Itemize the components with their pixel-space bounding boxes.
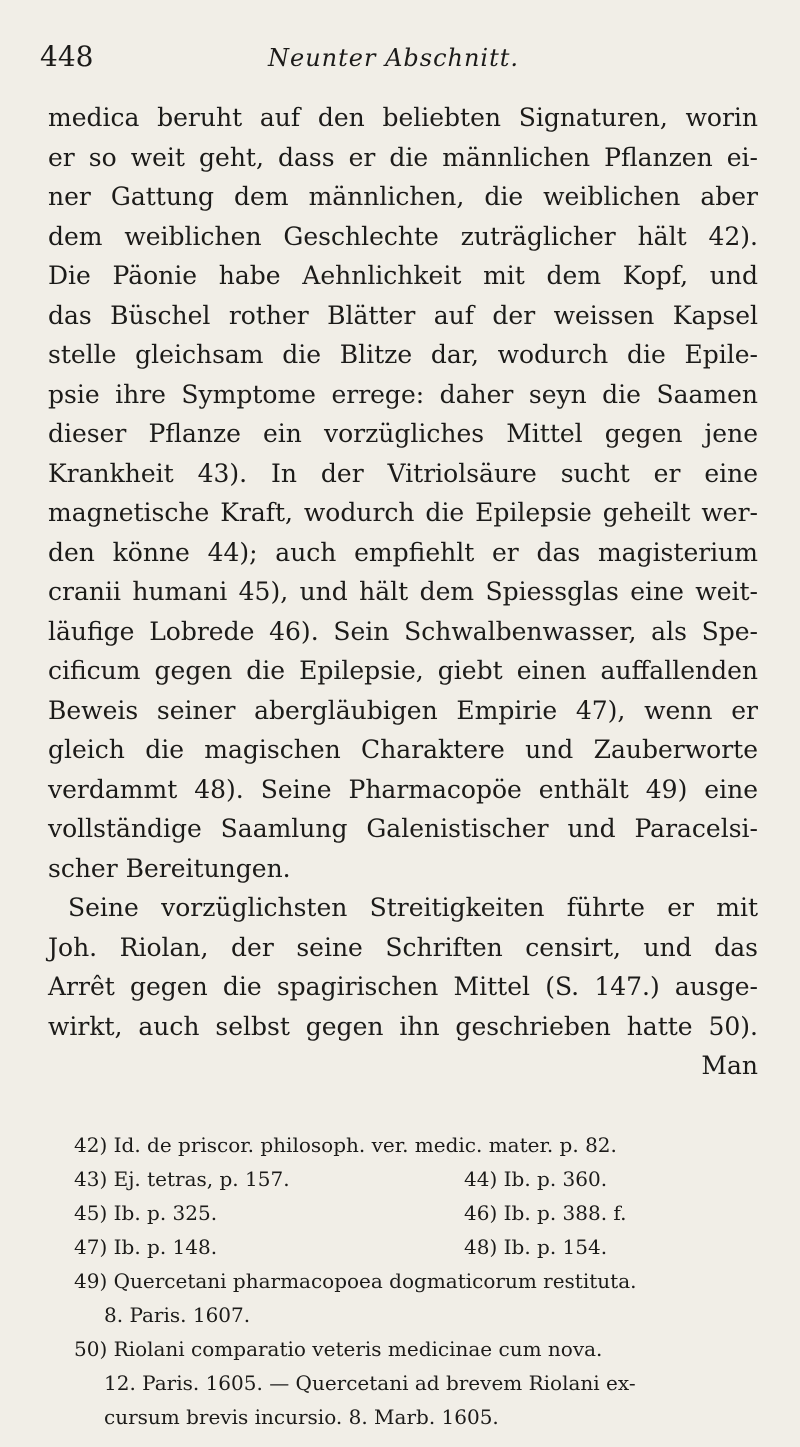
text-line: magnetische Kraft, wodurch die Epilepsie geheilt wer- (48, 498, 758, 527)
footnote (74, 1128, 764, 1162)
text-line: Joh. Riolan, der seine Schriften censirt, und das (48, 932, 758, 962)
footnote-47: 47) Ib. p. 148. (74, 1235, 218, 1259)
text-line: dieser Pflanze ein vorzügliches Mittel gegen jene (48, 419, 758, 448)
catchword: Man (701, 1051, 758, 1080)
page-header (40, 40, 760, 80)
footnote (74, 1332, 764, 1366)
footnote-continuation (74, 1298, 764, 1332)
text-line: läufige Lobrede 46). Sein Schwalbenwasser, als Spe- (48, 616, 758, 646)
text-line: psie ihre Symptome errege: daher seyn die Saamen (48, 379, 758, 409)
running-head: Neunter Abschnitt. (268, 44, 520, 72)
text-line: stelle gleichsam die Blitze dar, wodurch die Epile- (48, 340, 758, 369)
text-line: Seine vorzüglichsten Streitigkeiten führte er mit (68, 893, 758, 922)
footnote-49-cont: 8. Paris. 1607. (104, 1303, 251, 1327)
text-line: Arrêt gegen die spagirischen Mittel (S. 147.) ausge- (48, 972, 758, 1001)
text-line: dem weiblichen Geschlechte zuträglicher hält 42). (48, 221, 758, 251)
text-line: ner Gattung dem männlichen, die weiblichen aber (48, 182, 758, 211)
text-line: Krankheit 43). In der Vitriolsäure sucht er eine (48, 458, 758, 488)
footnote-continuation (74, 1400, 764, 1434)
footnote-46: 46) Ib. p. 388. f. (464, 1201, 627, 1225)
text-line: den könne 44); auch empfiehlt er das magisterium (48, 537, 758, 567)
text-line: er so weit geht, dass er die männlichen Pflanzen ei- (48, 142, 758, 172)
footnote-pair (74, 1196, 764, 1230)
footnote-50: 50) Riolani comparatio veteris medicinae cum nova. (74, 1337, 603, 1361)
footnote-49: 49) Quercetani pharmacopoea dogmaticorum restituta. (74, 1269, 637, 1293)
footnote-50-cont2: cursum brevis incursio. 8. Marb. 1605. (104, 1405, 499, 1429)
text-line: verdammt 48). Seine Pharmacopöe enthält 49) eine (48, 774, 758, 804)
footnotes (74, 1128, 764, 1434)
footnote-45: 45) Ib. p. 325. (74, 1201, 218, 1225)
text-line: gleich die magischen Charaktere und Zauberworte (48, 735, 758, 764)
text-line: cranii humani 45), und hält dem Spiessglas eine weit- (48, 577, 758, 606)
text-line: wirkt, auch selbst gegen ihn geschrieben hatte 50). (48, 1011, 758, 1041)
text-line: scher Bereitungen. (48, 853, 291, 883)
footnote-pair (74, 1230, 764, 1264)
page-number: 448 (40, 40, 94, 73)
footnote-48: 48) Ib. p. 154. (464, 1235, 608, 1259)
footnote (74, 1264, 764, 1298)
text-line: cificum gegen die Epilepsie, giebt einen auffallenden (48, 656, 758, 685)
footnote-50-cont1: 12. Paris. 1605. — Quercetani ad brevem Riolani ex- (104, 1371, 636, 1395)
text-line: Beweis seiner abergläubigen Empirie 47), wenn er (48, 695, 758, 725)
text-line: vollständige Saamlung Galenistischer und Paracelsi- (48, 814, 758, 843)
text-line: medica beruht auf den beliebten Signaturen, worin (48, 103, 758, 132)
footnote-continuation (74, 1366, 764, 1400)
footnote-pair (74, 1162, 764, 1196)
text-line: Die Päonie habe Aehnlichkeit mit dem Kopf, und (48, 261, 758, 290)
text-line: das Büschel rother Blätter auf der weissen Kapsel (48, 300, 758, 330)
footnote-44: 44) Ib. p. 360. (464, 1167, 608, 1191)
footnote-42: 42) Id. de priscor. philosoph. ver. medic. mater. p. 82. (74, 1133, 617, 1157)
body-text (48, 98, 758, 1086)
footnote-43: 43) Ej. tetras, p. 157. (74, 1167, 290, 1191)
